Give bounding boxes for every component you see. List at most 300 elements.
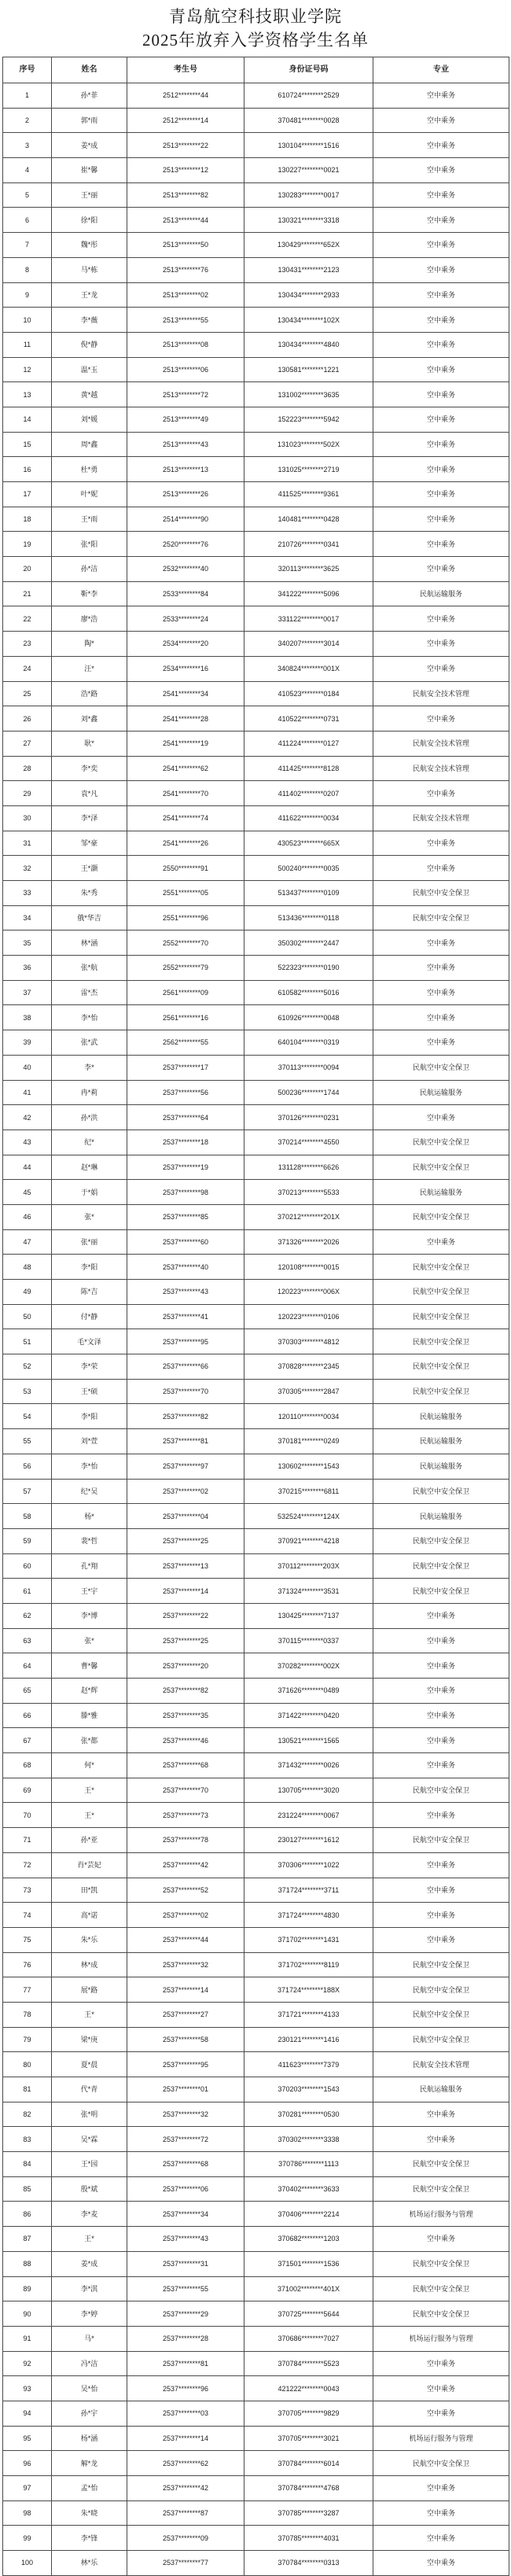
- cell-major: 空中乘务: [373, 382, 509, 407]
- cell-number: 80: [3, 2052, 52, 2077]
- cell-id-number: 371324********3531: [244, 1579, 373, 1604]
- cell-major: 民航空中安全保卫: [373, 1528, 509, 1553]
- table-row: [3, 1354, 509, 1380]
- cell-name: 耿*: [52, 731, 127, 756]
- cell-number: 81: [3, 2077, 52, 2102]
- cell-number: 22: [3, 606, 52, 632]
- cell-name: 张*武: [52, 1030, 127, 1056]
- cell-name: 纪*吴: [52, 1479, 127, 1504]
- cell-name: 张*丽: [52, 1229, 127, 1255]
- table-row: [3, 1080, 509, 1105]
- cell-major: 民航安全技术管理: [373, 681, 509, 706]
- table-row: [3, 905, 509, 931]
- cell-name: 姜*成: [52, 2251, 127, 2276]
- cell-number: 60: [3, 1553, 52, 1579]
- cell-exam-number: 2513********50: [127, 233, 244, 258]
- cell-id-number: 130227********0021: [244, 158, 373, 183]
- table-row: [3, 805, 509, 831]
- cell-number: 1: [3, 83, 52, 109]
- cell-id-number: 421222********0043: [244, 2376, 373, 2401]
- cell-exam-number: 2513********76: [127, 257, 244, 282]
- cell-exam-number: 2513********02: [127, 282, 244, 308]
- table-row: [3, 108, 509, 133]
- cell-exam-number: 2537********01: [127, 2077, 244, 2102]
- table-row: [3, 2326, 509, 2351]
- cell-id-number: 371002********401X: [244, 2276, 373, 2301]
- cell-number: 90: [3, 2301, 52, 2327]
- cell-number: 48: [3, 1255, 52, 1280]
- cell-exam-number: 2513********22: [127, 133, 244, 158]
- cell-major: 空中乘务: [373, 1803, 509, 1828]
- cell-major: 民航空中安全保卫: [373, 2152, 509, 2177]
- table-row: [3, 1379, 509, 1404]
- cell-exam-number: 2537********68: [127, 2152, 244, 2177]
- cell-major: 空中乘务: [373, 482, 509, 507]
- table-row: [3, 1828, 509, 1853]
- cell-exam-number: 2514********90: [127, 507, 244, 532]
- cell-major: 民航运输服务: [373, 1180, 509, 1205]
- cell-name: 王*宇: [52, 1579, 127, 1604]
- cell-id-number: 610926********0048: [244, 1005, 373, 1030]
- cell-number: 36: [3, 956, 52, 981]
- cell-major: 民航空中安全保卫: [373, 2002, 509, 2027]
- cell-number: 42: [3, 1105, 52, 1130]
- cell-major: 民航运输服务: [373, 1504, 509, 1529]
- cell-major: 民航空中安全保卫: [373, 1778, 509, 1803]
- cell-name: 朱*晓: [52, 2500, 127, 2526]
- cell-exam-number: 2537********42: [127, 1852, 244, 1878]
- cell-major: 空中乘务: [373, 257, 509, 282]
- cell-major: 民航空中安全保卫: [373, 1304, 509, 1329]
- table-row: [3, 1454, 509, 1479]
- table-row: [3, 2202, 509, 2227]
- cell-number: 88: [3, 2251, 52, 2276]
- table-row: [3, 1653, 509, 1679]
- cell-number: 28: [3, 756, 52, 781]
- cell-name: 展*路: [52, 1977, 127, 2003]
- cell-id-number: 370302********3338: [244, 2127, 373, 2152]
- cell-number: 9: [3, 282, 52, 308]
- cell-id-number: 320113********3625: [244, 557, 373, 582]
- cell-exam-number: 2537********52: [127, 1878, 244, 1903]
- cell-name: 孙*洪: [52, 1105, 127, 1130]
- cell-name: 张*: [52, 1628, 127, 1653]
- table-row: [3, 407, 509, 432]
- cell-name: 滕*雅: [52, 1703, 127, 1728]
- cell-name: 张*都: [52, 1728, 127, 1753]
- table-row: [3, 2451, 509, 2476]
- cell-major: 机场运行服务与管理: [373, 2202, 509, 2227]
- cell-id-number: 340207********3014: [244, 632, 373, 657]
- table-row: [3, 2251, 509, 2276]
- cell-exam-number: 2537********31: [127, 2251, 244, 2276]
- table-row: [3, 432, 509, 457]
- cell-id-number: 370305********2847: [244, 1379, 373, 1404]
- column-header-name: 姓名: [52, 57, 127, 83]
- table-row: [3, 1803, 509, 1828]
- cell-name: 俄*华吉: [52, 905, 127, 931]
- cell-exam-number: 2513********12: [127, 158, 244, 183]
- cell-id-number: 410523********0184: [244, 681, 373, 706]
- table-row: [3, 233, 509, 258]
- cell-major: 民航空中安全保卫: [373, 2276, 509, 2301]
- table-row: [3, 1180, 509, 1205]
- cell-id-number: 370282********002X: [244, 1653, 373, 1679]
- cell-number: 92: [3, 2351, 52, 2376]
- cell-id-number: 370686********7027: [244, 2326, 373, 2351]
- cell-id-number: 130321********3318: [244, 208, 373, 233]
- cell-name: 于*娟: [52, 1180, 127, 1205]
- cell-number: 49: [3, 1280, 52, 1305]
- table-row: [3, 2152, 509, 2177]
- cell-id-number: 411425********8128: [244, 756, 373, 781]
- cell-number: 18: [3, 507, 52, 532]
- cell-name: 林*涵: [52, 931, 127, 956]
- cell-major: 民航运输服务: [373, 1429, 509, 1454]
- cell-number: 16: [3, 457, 52, 482]
- cell-name: 朱*乐: [52, 1927, 127, 1952]
- cell-exam-number: 2561********09: [127, 980, 244, 1005]
- cell-number: 58: [3, 1504, 52, 1529]
- cell-major: 空中乘务: [373, 1927, 509, 1952]
- cell-major: 空中乘务: [373, 1852, 509, 1878]
- cell-exam-number: 2537********66: [127, 1354, 244, 1380]
- cell-major: 空中乘务: [373, 2551, 509, 2576]
- cell-number: 35: [3, 931, 52, 956]
- cell-id-number: 532524********124X: [244, 1504, 373, 1529]
- table-row: [3, 357, 509, 382]
- column-header-id-number: 身份证号码: [244, 57, 373, 83]
- cell-major: 空中乘务: [373, 856, 509, 881]
- cell-major: 民航空中安全保卫: [373, 1130, 509, 1155]
- cell-id-number: 411525********9361: [244, 482, 373, 507]
- cell-exam-number: 2541********19: [127, 731, 244, 756]
- cell-major: 空中乘务: [373, 1653, 509, 1679]
- cell-number: 7: [3, 233, 52, 258]
- cell-exam-number: 2537********64: [127, 1105, 244, 1130]
- table-row: [3, 2102, 509, 2127]
- cell-name: 浩*路: [52, 681, 127, 706]
- cell-number: 83: [3, 2127, 52, 2152]
- cell-number: 4: [3, 158, 52, 183]
- cell-name: 李*奕: [52, 756, 127, 781]
- cell-major: 民航运输服务: [373, 1404, 509, 1429]
- cell-number: 53: [3, 1379, 52, 1404]
- cell-number: 45: [3, 1180, 52, 1205]
- cell-id-number: 130104********1516: [244, 133, 373, 158]
- cell-name: 叶*妮: [52, 482, 127, 507]
- table-row: [3, 756, 509, 781]
- cell-name: 张*航: [52, 956, 127, 981]
- cell-name: 崔*馨: [52, 158, 127, 183]
- table-row: [3, 1429, 509, 1454]
- cell-name: 毛*文泽: [52, 1329, 127, 1354]
- cell-id-number: 370784********6014: [244, 2451, 373, 2476]
- cell-id-number: 130521********1565: [244, 1728, 373, 1753]
- title-block: [0, 0, 511, 57]
- cell-number: 63: [3, 1628, 52, 1653]
- cell-major: 空中乘务: [373, 632, 509, 657]
- cell-number: 31: [3, 831, 52, 856]
- cell-exam-number: 2537********02: [127, 1479, 244, 1504]
- cell-id-number: 130429********652X: [244, 233, 373, 258]
- cell-id-number: 430523********665X: [244, 831, 373, 856]
- cell-major: 空中乘务: [373, 457, 509, 482]
- table-row: [3, 2276, 509, 2301]
- cell-name: 李*锋: [52, 2526, 127, 2551]
- cell-number: 68: [3, 1753, 52, 1778]
- table-row: [3, 1553, 509, 1579]
- cell-name: 倪*静: [52, 332, 127, 357]
- cell-number: 79: [3, 2027, 52, 2052]
- cell-major: 民航空中安全保卫: [373, 1479, 509, 1504]
- cell-id-number: 410522********0731: [244, 706, 373, 732]
- cell-id-number: 610724********2529: [244, 83, 373, 109]
- table-row: [3, 856, 509, 881]
- cell-id-number: 130434********2933: [244, 282, 373, 308]
- table-row: [3, 282, 509, 308]
- cell-exam-number: 2537********81: [127, 2351, 244, 2376]
- table-row: [3, 332, 509, 357]
- cell-id-number: 640104********0319: [244, 1030, 373, 1056]
- cell-major: 空中乘务: [373, 357, 509, 382]
- cell-name: 张*明: [52, 2102, 127, 2127]
- cell-exam-number: 2513********43: [127, 432, 244, 457]
- cell-name: 林*乐: [52, 2551, 127, 2576]
- cell-id-number: 371702********8119: [244, 1952, 373, 1977]
- cell-id-number: 130581********1221: [244, 357, 373, 382]
- table-row: [3, 1778, 509, 1803]
- cell-exam-number: 2513********08: [127, 332, 244, 357]
- table-row: [3, 1204, 509, 1229]
- cell-major: 空中乘务: [373, 606, 509, 632]
- cell-name: 杜*勇: [52, 457, 127, 482]
- cell-exam-number: 2551********96: [127, 905, 244, 931]
- cell-name: 夏*晨: [52, 2052, 127, 2077]
- table-row: [3, 2002, 509, 2027]
- cell-id-number: 370682********1203: [244, 2227, 373, 2252]
- cell-name: 孙*菲: [52, 83, 127, 109]
- table-row: [3, 208, 509, 233]
- cell-name: 邹*豪: [52, 831, 127, 856]
- cell-number: 99: [3, 2526, 52, 2551]
- cell-exam-number: 2513********26: [127, 482, 244, 507]
- cell-number: 33: [3, 881, 52, 906]
- cell-major: 民航空中安全保卫: [373, 1579, 509, 1604]
- table-row: [3, 1628, 509, 1653]
- cell-id-number: 370725********5644: [244, 2301, 373, 2327]
- table-row: [3, 1479, 509, 1504]
- cell-major: 空中乘务: [373, 557, 509, 582]
- cell-exam-number: 2537********41: [127, 1304, 244, 1329]
- cell-name: 孙*宇: [52, 2401, 127, 2426]
- cell-id-number: 513437********0109: [244, 881, 373, 906]
- table-row: [3, 83, 509, 109]
- cell-name: 王*硕: [52, 1379, 127, 1404]
- cell-id-number: 371724********188X: [244, 1977, 373, 2003]
- cell-id-number: 371724********4830: [244, 1903, 373, 1928]
- cell-name: 李*阳: [52, 1255, 127, 1280]
- cell-major: 民航运输服务: [373, 581, 509, 606]
- table-row: [3, 2301, 509, 2327]
- cell-exam-number: 2513********06: [127, 357, 244, 382]
- cell-name: 李*薇: [52, 308, 127, 333]
- cell-major: 民航运输服务: [373, 2077, 509, 2102]
- table-row: [3, 1679, 509, 1704]
- cell-name: 吴*霖: [52, 2127, 127, 2152]
- cell-id-number: 131023********502X: [244, 432, 373, 457]
- cell-name: 李*荣: [52, 1354, 127, 1380]
- table-row: [3, 2376, 509, 2401]
- cell-number: 29: [3, 781, 52, 806]
- cell-exam-number: 2537********06: [127, 2176, 244, 2202]
- table-row: [3, 1005, 509, 1030]
- cell-major: 空中乘务: [373, 1679, 509, 1704]
- cell-major: 民航空中安全保卫: [373, 2251, 509, 2276]
- cell-id-number: 370213********5533: [244, 1180, 373, 1205]
- cell-major: 空中乘务: [373, 108, 509, 133]
- cell-number: 52: [3, 1354, 52, 1380]
- cell-name: 赵*辉: [52, 1679, 127, 1704]
- cell-exam-number: 2513********13: [127, 457, 244, 482]
- cell-id-number: 131025********2719: [244, 457, 373, 482]
- cell-id-number: 370181********0249: [244, 1429, 373, 1454]
- cell-name: 解*龙: [52, 2451, 127, 2476]
- cell-name: 王*: [52, 1778, 127, 1803]
- cell-number: 40: [3, 1055, 52, 1080]
- cell-id-number: 500240********0035: [244, 856, 373, 881]
- cell-exam-number: 2541********26: [127, 831, 244, 856]
- column-header-number: 序号: [3, 57, 52, 83]
- cell-major: 空中乘务: [373, 1878, 509, 1903]
- cell-name: 高*诺: [52, 1903, 127, 1928]
- cell-major: 民航空中安全保卫: [373, 1155, 509, 1180]
- list-title: 2025年放弃入学资格学生名单: [142, 31, 369, 50]
- cell-name: 王*: [52, 2227, 127, 2252]
- cell-major: 民航运输服务: [373, 1080, 509, 1105]
- cell-name: 李*麦: [52, 2202, 127, 2227]
- table-row: [3, 1229, 509, 1255]
- cell-number: 25: [3, 681, 52, 706]
- cell-exam-number: 2537********58: [127, 2027, 244, 2052]
- cell-major: 民航运输服务: [373, 1454, 509, 1479]
- cell-number: 19: [3, 532, 52, 557]
- table-row: [3, 2526, 509, 2551]
- cell-major: 民航空中安全保卫: [373, 2027, 509, 2052]
- cell-number: 100: [3, 2551, 52, 2576]
- cell-exam-number: 2537********34: [127, 2202, 244, 2227]
- cell-id-number: 522323********0190: [244, 956, 373, 981]
- cell-number: 59: [3, 1528, 52, 1553]
- column-header-exam-number: 考生号: [127, 57, 244, 83]
- cell-name: 孙*亚: [52, 1828, 127, 1853]
- table-row: [3, 2027, 509, 2052]
- cell-number: 51: [3, 1329, 52, 1354]
- cell-name: 殷*斌: [52, 2176, 127, 2202]
- cell-exam-number: 2537********42: [127, 2476, 244, 2501]
- cell-exam-number: 2513********82: [127, 182, 244, 208]
- cell-name: 冉*莉: [52, 1080, 127, 1105]
- table-row: [3, 706, 509, 732]
- cell-id-number: 371501********1536: [244, 2251, 373, 2276]
- cell-name: 李*淇: [52, 2276, 127, 2301]
- cell-number: 87: [3, 2227, 52, 2252]
- cell-exam-number: 2533********84: [127, 581, 244, 606]
- cell-name: 梁*庚: [52, 2027, 127, 2052]
- table-row: [3, 1703, 509, 1728]
- cell-number: 30: [3, 805, 52, 831]
- cell-exam-number: 2537********55: [127, 2276, 244, 2301]
- table-row: [3, 2127, 509, 2152]
- cell-number: 26: [3, 706, 52, 732]
- table-row: [3, 1329, 509, 1354]
- table-row: [3, 656, 509, 681]
- cell-exam-number: 2537********19: [127, 1155, 244, 1180]
- cell-exam-number: 2537********13: [127, 1553, 244, 1579]
- cell-id-number: 120223********0106: [244, 1304, 373, 1329]
- cell-id-number: 130705********3020: [244, 1778, 373, 1803]
- table-row: [3, 507, 509, 532]
- table-row: [3, 1728, 509, 1753]
- cell-id-number: 370113********0094: [244, 1055, 373, 1080]
- table-row: [3, 2426, 509, 2451]
- cell-name: 廖*浩: [52, 606, 127, 632]
- cell-number: 14: [3, 407, 52, 432]
- table-row: [3, 158, 509, 183]
- table-row: [3, 931, 509, 956]
- cell-exam-number: 2512********14: [127, 108, 244, 133]
- table-row: [3, 2176, 509, 2202]
- cell-number: 94: [3, 2401, 52, 2426]
- cell-id-number: 131002********3635: [244, 382, 373, 407]
- cell-major: 空中乘务: [373, 1703, 509, 1728]
- cell-exam-number: 2537********09: [127, 2526, 244, 2551]
- cell-name: 汪*: [52, 656, 127, 681]
- cell-id-number: 210726********0341: [244, 532, 373, 557]
- cell-exam-number: 2537********98: [127, 1180, 244, 1205]
- cell-exam-number: 2537********18: [127, 1130, 244, 1155]
- cell-number: 43: [3, 1130, 52, 1155]
- cell-exam-number: 2513********55: [127, 308, 244, 333]
- cell-major: 空中乘务: [373, 1005, 509, 1030]
- cell-major: 民航空中安全保卫: [373, 1255, 509, 1280]
- cell-id-number: 371326********2026: [244, 1229, 373, 1255]
- cell-id-number: 370402********3633: [244, 2176, 373, 2202]
- cell-number: 98: [3, 2500, 52, 2526]
- cell-major: 民航空中安全保卫: [373, 1977, 509, 2003]
- cell-name: 周*鑫: [52, 432, 127, 457]
- cell-name: 李*博: [52, 1603, 127, 1628]
- cell-name: 李*阳: [52, 1404, 127, 1429]
- cell-id-number: 371724********3711: [244, 1878, 373, 1903]
- cell-number: 37: [3, 980, 52, 1005]
- cell-major: 空中乘务: [373, 133, 509, 158]
- cell-number: 3: [3, 133, 52, 158]
- cell-number: 55: [3, 1429, 52, 1454]
- cell-number: 11: [3, 332, 52, 357]
- cell-name: 王*: [52, 2002, 127, 2027]
- cell-id-number: 371702********1431: [244, 1927, 373, 1952]
- cell-number: 97: [3, 2476, 52, 2501]
- cell-exam-number: 2551********05: [127, 881, 244, 906]
- cell-major: 空中乘务: [373, 1728, 509, 1753]
- table-row: [3, 482, 509, 507]
- cell-number: 47: [3, 1229, 52, 1255]
- cell-exam-number: 2537********20: [127, 1653, 244, 1679]
- cell-name: 刘*媛: [52, 407, 127, 432]
- cell-major: 民航安全技术管理: [373, 2052, 509, 2077]
- cell-exam-number: 2512********44: [127, 83, 244, 109]
